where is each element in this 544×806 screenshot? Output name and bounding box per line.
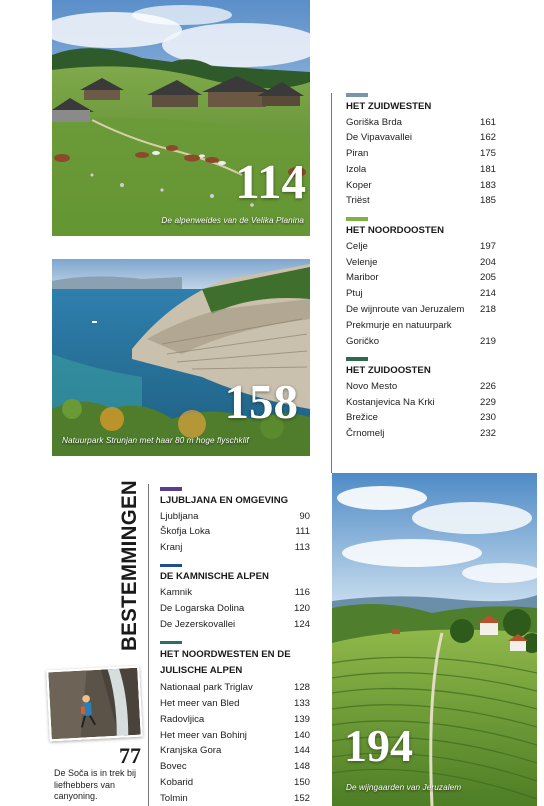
entry-page: 90 bbox=[299, 510, 310, 522]
toc-right-column bbox=[346, 93, 496, 450]
toc-entry[interactable] bbox=[160, 696, 310, 712]
toc-entry[interactable] bbox=[160, 509, 310, 525]
entry-label: Brežice bbox=[346, 412, 378, 424]
toc-entry[interactable] bbox=[346, 379, 496, 395]
toc-entry[interactable] bbox=[160, 680, 310, 696]
toc-entry[interactable] bbox=[160, 791, 310, 806]
photo-caption-strunjan: Natuurpark Strunjan met haar 80 m hoge flyschklif bbox=[62, 436, 249, 445]
toc-entry[interactable] bbox=[346, 162, 496, 178]
entry-label: Velenje bbox=[346, 256, 378, 268]
photo-caption-soca: De Soča is in trek bij liefhebbers van canyoning. bbox=[54, 768, 137, 801]
entry-page: 226 bbox=[479, 380, 496, 392]
entry-page: 229 bbox=[479, 396, 496, 408]
toc-entry[interactable] bbox=[346, 146, 496, 162]
section-color-bar bbox=[160, 641, 182, 645]
page-number-114: 114 bbox=[235, 154, 306, 209]
toc-entry[interactable] bbox=[160, 601, 310, 617]
toc-entry[interactable] bbox=[346, 270, 496, 286]
section-color-bar bbox=[346, 93, 368, 97]
toc-section-noordoosten bbox=[346, 217, 496, 349]
section-color-bar bbox=[160, 564, 182, 568]
section-color-bar bbox=[346, 217, 368, 221]
entry-label: Kranj bbox=[160, 542, 183, 554]
entry-label: Celje bbox=[346, 240, 368, 252]
entry-page: 161 bbox=[479, 116, 496, 128]
photo-velika-planina bbox=[52, 0, 310, 236]
photo-soca-canyoning bbox=[46, 666, 143, 742]
toc-entry[interactable] bbox=[346, 239, 496, 255]
section-heading: DE KAMNISCHE ALPEN bbox=[160, 571, 269, 583]
toc-entry[interactable] bbox=[346, 395, 496, 411]
toc-entry[interactable] bbox=[160, 524, 310, 540]
entry-page: 219 bbox=[479, 335, 496, 347]
section-heading: LJUBLJANA EN OMGEVING bbox=[160, 494, 289, 506]
entry-label: Bovec bbox=[160, 761, 187, 773]
entry-label: De Jezerskovallei bbox=[160, 618, 236, 630]
entry-label: Kostanjevica Na Krki bbox=[346, 396, 435, 408]
entry-label: Goriška Brda bbox=[346, 116, 402, 128]
toc-entry[interactable] bbox=[346, 193, 496, 209]
toc-section-zuidwesten bbox=[346, 93, 496, 209]
entry-label: Triëst bbox=[346, 195, 370, 207]
toc-section-noordwesten bbox=[160, 641, 310, 806]
divider-left bbox=[148, 484, 149, 806]
entry-page: 120 bbox=[293, 603, 310, 615]
page-number-194: 194 bbox=[344, 720, 413, 771]
toc-entry[interactable] bbox=[346, 286, 496, 302]
entry-label: Škofja Loka bbox=[160, 526, 211, 538]
entry-label: Nationaal park Triglav bbox=[160, 682, 253, 694]
toc-entry[interactable] bbox=[160, 775, 310, 791]
entry-label: Novo Mesto bbox=[346, 380, 398, 392]
section-heading: HET NOORDOOSTEN bbox=[346, 224, 445, 236]
entry-label: Het meer van Bohinj bbox=[160, 729, 247, 741]
entry-page: 214 bbox=[479, 288, 496, 300]
divider-right bbox=[331, 93, 332, 473]
entry-label: Izola bbox=[346, 163, 367, 175]
photo-caption-jeruzalem: De wijngaarden van Jeruzalem bbox=[346, 783, 462, 792]
entry-page: 197 bbox=[479, 240, 496, 252]
entry-page: 111 bbox=[295, 526, 310, 538]
section-heading: HET NOORDWESTEN EN DE JULISCHE ALPEN bbox=[160, 649, 291, 676]
section-heading: HET ZUIDOOSTEN bbox=[346, 364, 431, 376]
entry-page: 185 bbox=[479, 195, 496, 207]
entry-page: 152 bbox=[293, 792, 310, 804]
section-color-bar bbox=[160, 487, 182, 491]
entry-page: 218 bbox=[479, 303, 496, 315]
canyoning-image bbox=[48, 668, 140, 740]
entry-label: Maribor bbox=[346, 272, 379, 284]
entry-page: 139 bbox=[293, 713, 310, 725]
entry-page: 183 bbox=[479, 179, 496, 191]
toc-section-zuidoosten bbox=[346, 357, 496, 442]
entry-label: De Logarska Dolina bbox=[160, 603, 245, 615]
entry-page: 181 bbox=[479, 163, 496, 175]
entry-page: 124 bbox=[293, 618, 310, 630]
toc-entry[interactable] bbox=[346, 255, 496, 271]
toc-entry[interactable] bbox=[160, 743, 310, 759]
entry-label: Kobarid bbox=[160, 777, 194, 789]
entry-page: 175 bbox=[479, 148, 496, 160]
toc-entry[interactable] bbox=[160, 585, 310, 601]
entry-label: Koper bbox=[346, 179, 372, 191]
entry-label: Tolmin bbox=[160, 792, 188, 804]
entry-page: 230 bbox=[479, 412, 496, 424]
entry-label: Kranjska Gora bbox=[160, 745, 222, 757]
entry-label: Piran bbox=[346, 148, 369, 160]
toc-entry[interactable] bbox=[346, 115, 496, 131]
entry-label: De wijnroute van Jeruzalem bbox=[346, 303, 465, 315]
page-number-77: 77 bbox=[119, 743, 141, 768]
entry-page: 150 bbox=[293, 777, 310, 789]
photo-jeruzalem bbox=[332, 473, 537, 806]
entry-page: 162 bbox=[479, 132, 496, 144]
entry-page: 140 bbox=[293, 729, 310, 741]
toc-entry[interactable] bbox=[160, 759, 310, 775]
entry-page: 113 bbox=[294, 542, 310, 554]
section-title-vertical: BESTEMMINGEN bbox=[117, 479, 142, 651]
entry-label: Kamnik bbox=[160, 587, 192, 599]
entry-label: Het meer van Bled bbox=[160, 698, 240, 710]
entry-label: Črnomelj bbox=[346, 428, 385, 440]
section-color-bar bbox=[346, 357, 368, 361]
entry-page: 232 bbox=[479, 428, 496, 440]
entry-page: 204 bbox=[479, 256, 496, 268]
entry-label: Ptuj bbox=[346, 288, 363, 300]
entry-label: De Vipavavallei bbox=[346, 132, 412, 144]
entry-label: Ljubljana bbox=[160, 510, 199, 522]
photo-caption-velika: De alpenweides van de Velika Planina bbox=[161, 216, 304, 225]
entry-page: 128 bbox=[293, 682, 310, 694]
toc-section-ljubljana bbox=[160, 487, 310, 556]
page-number-158: 158 bbox=[224, 374, 298, 429]
entry-page: 144 bbox=[293, 745, 310, 757]
toc-entry[interactable] bbox=[346, 426, 496, 442]
entry-label: Radovljica bbox=[160, 713, 205, 725]
toc-entry[interactable] bbox=[160, 728, 310, 744]
toc-entry[interactable] bbox=[346, 410, 496, 426]
entry-page: 148 bbox=[293, 761, 310, 773]
entry-label: Prekmurje en natuurpark Goričko bbox=[346, 319, 452, 347]
toc-entry[interactable] bbox=[346, 178, 496, 194]
photo-strunjan bbox=[52, 259, 310, 456]
entry-page: 205 bbox=[479, 272, 496, 284]
toc-entry[interactable] bbox=[346, 318, 496, 350]
toc-entry[interactable] bbox=[346, 302, 496, 318]
toc-entry[interactable] bbox=[160, 540, 310, 556]
toc-section-kamnische-alpen bbox=[160, 564, 310, 633]
toc-left-column bbox=[160, 487, 310, 806]
entry-page: 116 bbox=[294, 587, 310, 599]
entry-page: 133 bbox=[293, 698, 310, 710]
section-heading: HET ZUIDWESTEN bbox=[346, 100, 432, 112]
toc-entry[interactable] bbox=[160, 712, 310, 728]
toc-entry[interactable] bbox=[346, 130, 496, 146]
toc-entry[interactable] bbox=[160, 617, 310, 633]
